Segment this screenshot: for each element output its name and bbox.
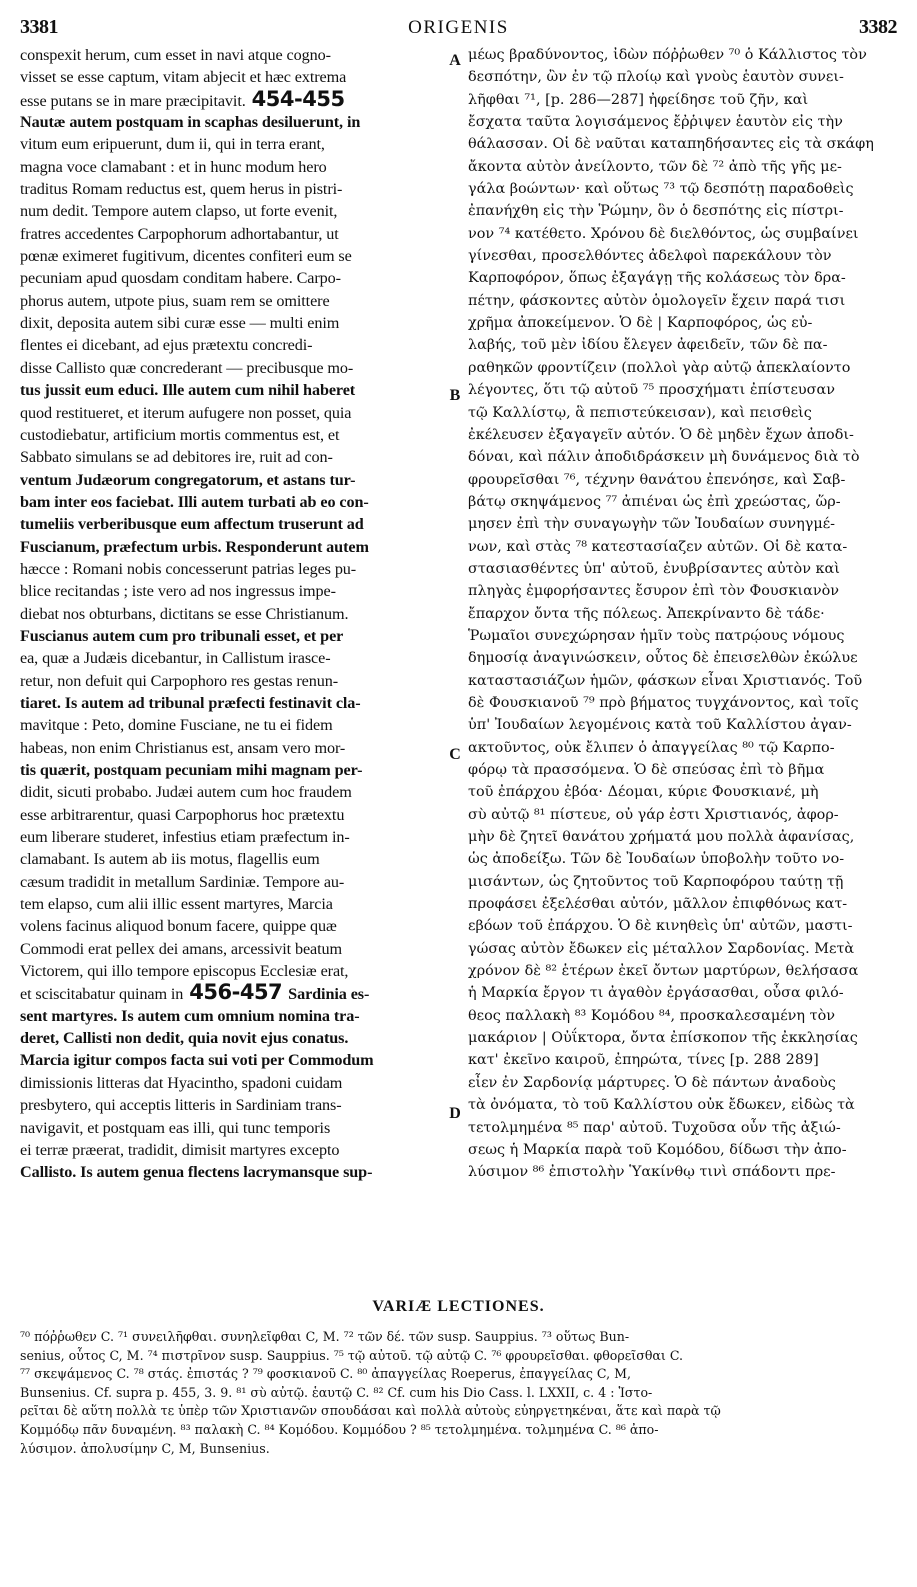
latin-text-line bbox=[20, 714, 442, 736]
greek-text-line bbox=[468, 133, 895, 155]
greek-text: μὴν δὲ ζητεῖ θανάτου χρήματά μου πολλὰ ἀφανίσας, bbox=[468, 829, 855, 846]
page-header bbox=[20, 16, 897, 40]
latin-text: pecuniam apud quosdam conditam habere. Carpo- bbox=[20, 269, 341, 288]
greek-text-line bbox=[468, 1117, 895, 1139]
latin-text: ei terræ præerat, tradidit, dimisit martyres excepto bbox=[20, 1140, 340, 1159]
greek-text-line bbox=[468, 334, 895, 356]
latin-text: tis quærit, postquam pecuniam mihi magnam per- bbox=[20, 761, 363, 779]
greek-text: λέγοντες, ὅτι τῷ αὐτοῦ ⁷⁵ προσχήματι ἐπίστευσαν bbox=[468, 382, 835, 399]
greek-text: ἡ Μαρκία ἔργον τι ἀγαθὸν ἐργάσασθαι, οὖσα φιλό- bbox=[468, 985, 844, 1002]
latin-text: conspexit herum, cum esset in navi atque cogno- bbox=[20, 46, 331, 64]
greek-text: λαβής, τοῦ μὲν ἰδίου ἔλεγεν ἀφειδεῖν, τῶν δὲ πα- bbox=[468, 337, 828, 354]
variant-reading-line: senius, οὗτος C, M. ⁷⁴ πιστρῖνον susp. Sauppius. ⁷⁵ τῷ αὐτοῦ. τῷ αὐτῷ C. ⁷⁶ φρουρεῖσθαι. φθορεῖσθαι C. bbox=[20, 1347, 684, 1363]
greek-text: Ῥωμαῖοι συνεχώρησαν ἡμῖν τοὺς πατρῴους νόμους bbox=[468, 627, 845, 644]
greek-text-line bbox=[468, 245, 895, 267]
greek-text-line bbox=[468, 670, 895, 692]
greek-text: τετολμημένα ⁸⁵ παρ' αὐτοῦ. Τυχοῦσα οὖν τῆς ἀξιώ- bbox=[468, 1119, 841, 1136]
variant-reading-line: Bunsenius. Cf. supra p. 455, 3. 9. ⁸¹ σὺ αὐτῷ. ἑαυτῷ C. ⁸² Cf. cum his Dio Cass. l. LXXII, c. 4 : Ἱστο- bbox=[20, 1384, 653, 1400]
latin-text: presbytero, qui acceptis litteris in Sardiniam trans- bbox=[20, 1096, 342, 1115]
latin-text: ventum Judæorum congregatorum, et astans tur- bbox=[20, 470, 356, 489]
variant-reading-line: Κομμόδῳ πᾶν δυναμένη. ⁸³ παλακὴ C. ⁸⁴ Κομόδου. Κομμόδου ? ⁸⁵ τετολμημένα. τολμημένα C. ⁸⁶ ἀπο- bbox=[20, 1421, 659, 1437]
greek-text: ὡς ἀποδείξω. Τῶν δὲ Ἰουδαίων ὑποβολὴν τοῦτο νο- bbox=[468, 851, 845, 868]
greek-text: δεσπότην, ὢν ἐν τῷ πλοίῳ καὶ γνοὺς ἑαυτὸν συνει- bbox=[468, 69, 844, 86]
latin-text: esse putans se in mare præcipitavit. bbox=[20, 91, 246, 110]
greek-text: θάλασσαν. Οἱ δὲ ναῦται καταπηδήσαντες εἰς τὰ σκάφη bbox=[468, 136, 874, 153]
greek-text-line bbox=[468, 424, 895, 446]
latin-text-line bbox=[20, 44, 442, 66]
latin-text: bam inter eos faciebat. Illi autem turbati ab eo con- bbox=[20, 492, 369, 511]
greek-text: βάτῳ σκηψάμενος ⁷⁷ ἀπιέναι ὡς ἐπὶ χρεώστας, ὥρ- bbox=[468, 493, 841, 510]
latin-text: diebat nos obturbans, dictitans se esse Christianum. bbox=[20, 604, 349, 623]
latin-text: ea, quæ a Judæis dicebantur, in Callistum irasce- bbox=[20, 649, 331, 668]
latin-text-line bbox=[20, 446, 442, 468]
greek-text-line bbox=[468, 893, 895, 915]
greek-text-line bbox=[468, 402, 895, 424]
greek-text: δημοσίᾳ ἀναγινώσκειν, οὗτος δὲ ἐπεισελθὼν ἐκώλυε bbox=[468, 650, 858, 667]
latin-text-line bbox=[20, 379, 442, 401]
latin-text: Marcia igitur compos facta sui voti per Commodum bbox=[20, 1051, 374, 1070]
greek-text-line bbox=[468, 603, 895, 625]
latin-text: volens facinus aliquod bonum facere, quippe quæ bbox=[20, 917, 337, 936]
greek-text-line bbox=[468, 714, 895, 736]
greek-text-line bbox=[468, 290, 895, 312]
greek-text-line bbox=[468, 1005, 895, 1027]
latin-text: Fuscianum, præfectum urbis. Responderunt autem bbox=[20, 537, 369, 556]
greek-text-line bbox=[468, 580, 895, 602]
greek-text: χρόνον δὲ ⁸² ἑτέρων ἐκεῖ ὄντων μαρτύρων, θελήσασα bbox=[468, 963, 859, 980]
greek-text-line bbox=[468, 692, 895, 714]
greek-text: μισάντων, ὡς ζητοῦντος τοῦ Καρποφόρου ταύτῃ τῇ bbox=[468, 873, 844, 890]
greek-text: ἄκοντα αὐτὸν ἀνείλοντο, τῶν δὲ ⁷² ἀπὸ τῆς γῆς με- bbox=[468, 158, 842, 175]
greek-text: τὰ ὀνόματα, τὸ τοῦ Καλλίστου οὐκ ἔδωκεν, εἰδὼς τὰ bbox=[468, 1097, 855, 1114]
latin-text-line bbox=[20, 513, 442, 535]
variae-lectiones-notes bbox=[20, 1328, 895, 1458]
greek-text: γώσας αὐτὸν ἔδωκεν εἰς μέταλλον Σαρδονίας. Μετὰ bbox=[468, 940, 855, 957]
latin-text: tumeliis verberibusque eum affectum truserunt ad bbox=[20, 515, 364, 534]
latin-text: magna voce clamabant : et in hunc modum hero bbox=[20, 157, 327, 176]
greek-text: φρουρεῖσθαι ⁷⁶, τέχνην θανάτου ἐπενόησε, καὶ Σαβ- bbox=[468, 471, 846, 488]
greek-text-line bbox=[468, 1161, 895, 1183]
greek-text-line bbox=[468, 178, 895, 200]
latin-text-line bbox=[20, 133, 442, 155]
greek-text: δόναι, καὶ πάλιν ἀποδιδράσκειν μὴ δυνάμενος διὰ τὸ bbox=[468, 449, 860, 466]
latin-text-line bbox=[20, 1094, 442, 1116]
latin-text: Sardinia es- bbox=[288, 985, 370, 1004]
latin-text: Commodi erat pellex dei amans, arcessivit beatum bbox=[20, 939, 343, 958]
latin-text: blice recitandas ; iste vero ad nos ingressus impe- bbox=[20, 582, 336, 601]
latin-text: flentes ei dicebant, ad ejus prætextu concredi- bbox=[20, 336, 313, 355]
greek-text-line bbox=[468, 156, 895, 178]
margin-letter-a: A bbox=[449, 52, 461, 69]
greek-text-line bbox=[468, 379, 895, 401]
latin-text: retur, non defuit qui Carpophoro res gestas renun- bbox=[20, 671, 339, 690]
latin-text: esse arbitrarentur, quasi Carpophorus hoc prætextu bbox=[20, 805, 345, 824]
greek-text-line bbox=[468, 1027, 895, 1049]
latin-text: custodiebatur, artificium mortis commentus est, et bbox=[20, 425, 340, 444]
greek-text-line bbox=[468, 89, 895, 111]
latin-text-line bbox=[20, 848, 442, 870]
latin-text: dixit, deposita autem sibi curæ esse — multi enim bbox=[20, 314, 340, 333]
greek-text-line bbox=[468, 312, 895, 334]
latin-text: navigavit, et postquam eas illi, qui tunc temporis bbox=[20, 1118, 331, 1137]
greek-text: νον ⁷⁴ κατέθετο. Χρόνου δὲ διελθόντος, ὡς συμβαίνει bbox=[468, 225, 859, 242]
greek-text-line bbox=[468, 267, 895, 289]
greek-text-line bbox=[468, 938, 895, 960]
latin-text: Victorem, qui illo tempore episcopus Ecclesiæ erat, bbox=[20, 962, 349, 981]
greek-text: θεος παλλακὴ ⁸³ Κομόδου ⁸⁴, προσκαλεσαμένη τὸν bbox=[468, 1007, 835, 1024]
latin-text-line bbox=[20, 536, 442, 558]
latin-text-line bbox=[20, 290, 442, 312]
greek-text: ἐκέλευσεν ἐξαγαγεῖν αὐτόν. Ὁ δὲ μηδὲν ἔχων ἀποδι- bbox=[468, 426, 854, 443]
latin-text: pœnæ eximeret fugitivum, dicentes confiteri eum se bbox=[20, 247, 352, 266]
greek-text-line bbox=[468, 960, 895, 982]
latin-text-line bbox=[20, 357, 442, 379]
greek-text: τῷ Καλλίστῳ, ἃ πεπιστεύκεισαν), καὶ πεισθεὶς bbox=[468, 404, 812, 421]
greek-text-line bbox=[468, 781, 895, 803]
latin-text-line bbox=[20, 871, 442, 893]
latin-text: traditus Romam reductus est, quem herus in pistri- bbox=[20, 180, 343, 199]
greek-text: πληγὰς ἐμφορήσαντες ἔσυρον ἐπὶ τὸν Φουσκιανὸν bbox=[468, 583, 840, 600]
greek-text-line bbox=[468, 446, 895, 468]
variae-lectiones-title: VARIÆ LECTIONES. bbox=[372, 1298, 545, 1315]
latin-text-line bbox=[20, 558, 442, 580]
latin-text-line bbox=[20, 156, 442, 178]
latin-text-line bbox=[20, 334, 442, 356]
greek-text: σεως ἡ Μαρκία παρὰ τοῦ Κομόδου, δίδωσι τὴν ἀπο- bbox=[468, 1141, 847, 1158]
greek-text-line bbox=[468, 1094, 895, 1116]
greek-text-line bbox=[468, 558, 895, 580]
greek-text-line bbox=[468, 804, 895, 826]
latin-text: tiaret. Is autem ad tribunal præfecti festinavit cla- bbox=[20, 693, 361, 712]
greek-text-line bbox=[468, 737, 895, 759]
greek-text: φόρῳ τὰ πρασσόμενα. Ὁ δὲ σπεύσας ἐπὶ τὸ βῆμα bbox=[468, 762, 825, 778]
page-number-left: 3381 bbox=[20, 16, 58, 38]
greek-text: ὑπ' Ἰουδαίων λεγομένοις κατὰ τοῦ Καλλίστου ἀγαν- bbox=[468, 717, 852, 734]
greek-text-line bbox=[468, 200, 895, 222]
latin-text: et sciscitabatur quinam in bbox=[20, 985, 184, 1004]
latin-text-line bbox=[20, 781, 442, 803]
greek-text-line bbox=[468, 826, 895, 848]
latin-text-line bbox=[20, 178, 442, 200]
latin-text-line bbox=[20, 1005, 442, 1027]
greek-text: μέως βραδύνοντος, ἰδὼν πόῤῥωθεν ⁷⁰ ὁ Κάλλιστος τὸν bbox=[468, 47, 867, 63]
running-title: ORIGENIS bbox=[408, 17, 509, 38]
latin-text: visset se esse captum, vitam abjecit et hæc extrema bbox=[20, 68, 347, 87]
greek-text: εἶεν ἐν Σαρδονίᾳ μάρτυρες. Ὁ δὲ πάντων ἀναδοὺς bbox=[468, 1074, 836, 1091]
latin-text: num dedit. Tempore autem clapso, ut forte evenit, bbox=[20, 202, 338, 221]
greek-text-line bbox=[468, 1049, 895, 1071]
greek-text: προφάσει ἐξελέσθαι αὐτόν, μᾶλλον ἐπιφθόνως κατ- bbox=[468, 896, 848, 913]
greek-text-line bbox=[468, 915, 895, 937]
latin-text: phorus autem, utpote pius, suam rem se omittere bbox=[20, 291, 330, 310]
greek-text: ακτοῦντος, οὐκ ἔλιπεν ὁ ἀπαγγείλας ⁸⁰ τῷ Καρπο- bbox=[468, 739, 835, 756]
greek-text: σὺ αὐτῷ ⁸¹ πίστευε, οὐ γάρ ἐστι Χριστιανός, ἀφορ- bbox=[468, 806, 839, 823]
latin-text: eum liberare studeret, infestius etiam præfectum in- bbox=[20, 828, 350, 847]
latin-text-line bbox=[20, 580, 442, 602]
greek-text-line bbox=[468, 513, 895, 535]
greek-text-line bbox=[468, 357, 895, 379]
column-number-marker: 454-455 bbox=[251, 88, 345, 111]
greek-text: ἔσχατα ταῦτα λογισάμενος ἔῤῥιψεν ἑαυτὸν εἰς τὴν bbox=[468, 114, 843, 131]
latin-text-line bbox=[20, 469, 442, 491]
greek-text: εβόων τοῦ ἐπάρχου. Ὁ δὲ κινηθεὶς ὑπ' αὐτῶν, μαστι- bbox=[468, 918, 853, 935]
greek-text: χρῆμα ἀποκείμενον. Ὁ δὲ | Καρποφόρος, ὡς εὐ- bbox=[468, 315, 813, 332]
latin-text-line bbox=[20, 647, 442, 669]
latin-text-line bbox=[20, 1072, 442, 1094]
latin-text: Sabbato simulans se ad debitores ire, ruit ad con- bbox=[20, 448, 333, 467]
greek-text: γάλα βοώντων· καὶ οὕτως ⁷³ τῷ δεσπότῃ παραδοθεὶς bbox=[468, 181, 854, 198]
latin-text: quod restitueret, et iterum aufugere non posset, quia bbox=[20, 403, 352, 422]
latin-text-line bbox=[20, 826, 442, 848]
margin-letter-c: C bbox=[449, 746, 461, 763]
latin-text: mavitque : Peto, domine Fusciane, ne tu ei fidem bbox=[20, 716, 333, 735]
latin-text: habeas, non enim Christianus est, ansam vero mor- bbox=[20, 738, 346, 757]
latin-text: cæsum tradidit in metallum Sardiniæ. Tempore au- bbox=[20, 872, 345, 891]
greek-text-line bbox=[468, 536, 895, 558]
latin-text: disse Callisto quæ concrederant — precibusque mo- bbox=[20, 358, 354, 377]
greek-text-line bbox=[468, 1072, 895, 1094]
page-number-right: 3382 bbox=[859, 16, 897, 38]
latin-text-line bbox=[20, 893, 442, 915]
latin-text-line bbox=[20, 670, 442, 692]
greek-text-line bbox=[468, 1139, 895, 1161]
latin-text-line bbox=[20, 66, 442, 88]
greek-text: τοῦ ἐπάρχου ἐβόα· Δέομαι, κύριε Φουσκιανέ, μὴ bbox=[468, 784, 819, 801]
greek-text-line bbox=[468, 871, 895, 893]
greek-text: ραθηκῶν φροντίζειν (πολλοὶ γὰρ αὐτῷ ἀπεκλαίοντο bbox=[468, 359, 851, 376]
latin-text: dimissionis litteras dat Hyacintho, spadoni cuidam bbox=[20, 1073, 343, 1092]
greek-text-line bbox=[468, 848, 895, 870]
latin-text-line bbox=[20, 737, 442, 759]
greek-text: στασιασθέντες ὑπ' αὐτοῦ, ἐνυβρίσαντες αὐτὸν καὶ bbox=[468, 560, 840, 577]
variant-reading-line: ⁷⁰ πόῤῥωθεν C. ⁷¹ συνειλῆφθαι. συνηλεῖφθαι C, M. ⁷² τῶν δέ. τῶν susp. Sauppius. ⁷³ οὕτως Bun- bbox=[20, 1329, 630, 1344]
latin-text-line bbox=[20, 804, 442, 826]
latin-text-line bbox=[20, 1117, 442, 1139]
greek-text: νων, καὶ στὰς ⁷⁸ κατεστασίαζεν αὐτῶν. Οἱ δὲ κατα- bbox=[468, 538, 848, 555]
latin-text-line bbox=[20, 424, 442, 446]
latin-text: didit, sicuti probabo. Judæi autem cum hoc fraudem bbox=[20, 783, 352, 802]
greek-text: γίνεσθαι, προσελθόντες ἀδελφοὶ παρεκάλουν τὸν bbox=[468, 248, 832, 265]
latin-text-line bbox=[20, 402, 442, 424]
greek-text-line bbox=[468, 647, 895, 669]
latin-text-line bbox=[20, 759, 442, 781]
latin-text-line bbox=[20, 938, 442, 960]
latin-text: tem elapso, cum alii illic essent martyres, Marcia bbox=[20, 895, 333, 914]
greek-text: λῆφθαι ⁷¹, [p. 286—287] ἠφείδησε τοῦ ζῆν, καὶ bbox=[468, 91, 809, 108]
latin-text-line bbox=[20, 625, 442, 647]
greek-text-line bbox=[468, 66, 895, 88]
greek-text: ἔπαρχον ὄντα τῆς πόλεως. Ἀπεκρίναντο δὲ τάδε· bbox=[468, 605, 825, 622]
latin-text: sent martyres. Is autem cum omnium nomina tra- bbox=[20, 1006, 360, 1025]
variant-reading-line: ρεῖται δὲ αὕτη πολλὰ τε ὑπὲρ τῶν Χριστιανῶν σπουδάσαι καὶ πολλὰ αὐτοὺς εὐηργετηκέναι, ἅτε καὶ παρὰ τῷ bbox=[20, 1403, 721, 1419]
latin-text: clamabant. Is autem ab iis motus, flagellis eum bbox=[20, 850, 320, 869]
greek-text: ἐπανήχθη εἰς τὴν Ῥώμην, ὃν ὁ δεσπότης εἰς πίστρι- bbox=[468, 203, 844, 220]
latin-text: Fuscianus autem cum pro tribunali esset, et per bbox=[20, 626, 344, 645]
greek-text-line bbox=[468, 491, 895, 513]
latin-text-line bbox=[20, 267, 442, 289]
margin-letter-d: D bbox=[449, 1105, 461, 1122]
latin-text-line bbox=[20, 982, 442, 1004]
greek-text: Καρποφόρον, ὅπως ἐξαγάγῃ τῆς κολάσεως τὸν δρα- bbox=[468, 270, 846, 287]
latin-text-line bbox=[20, 1161, 442, 1183]
margin-letter-b: B bbox=[449, 387, 461, 404]
greek-text-line bbox=[468, 111, 895, 133]
greek-text-line bbox=[468, 469, 895, 491]
variant-reading-line: ⁷⁷ σκεψάμενος C. ⁷⁸ στάς. ἐπιστάς ? ⁷⁹ φοσκιανοῦ C. ⁸⁰ ἀπαγγείλας Roeperus, ἐπαγγείλας C, M, bbox=[20, 1366, 632, 1382]
latin-text-line bbox=[20, 1139, 442, 1161]
greek-text: καταστασιάζων ἡμῶν, φάσκων εἶναι Χριστιανός. Τοῦ bbox=[468, 672, 863, 689]
greek-text: μησεν ἐπὶ τὴν συναγωγὴν τῶν Ἰουδαίων συνηγμέ- bbox=[468, 516, 836, 533]
greek-text-line bbox=[468, 44, 895, 66]
latin-text-line bbox=[20, 312, 442, 334]
latin-text-line bbox=[20, 1049, 442, 1071]
latin-text: vitum eum eripuerunt, dum ii, qui in terra erant, bbox=[20, 135, 325, 154]
greek-text-column bbox=[468, 44, 895, 1184]
latin-text: tus jussit eum educi. Ille autem cum nihil haberet bbox=[20, 381, 356, 400]
latin-text-line bbox=[20, 603, 442, 625]
latin-text-line bbox=[20, 89, 442, 111]
variant-reading-line: λύσιμον. ἀπολυσίμην C, M, Bunsenius. bbox=[20, 1440, 270, 1456]
latin-text: Nautæ autem postquam in scaphas desiluerunt, in bbox=[20, 113, 361, 132]
latin-text: deret, Callisti non dedit, quia novit ejus conatus. bbox=[20, 1029, 349, 1048]
greek-text: πέτην, φάσκοντες αὐτὸν ὁμολογεῖν ἔχειν παρά τισι bbox=[468, 292, 846, 309]
greek-text: κατ' ἐκεῖνο καιροῦ, ἐπηρώτα, τίνες [p. 288 289] bbox=[468, 1052, 819, 1069]
column-number-marker: 456-457 bbox=[189, 982, 283, 1005]
latin-text: Callisto. Is autem genua flectens lacrymansque sup- bbox=[20, 1163, 373, 1182]
greek-text-line bbox=[468, 759, 895, 781]
latin-text-line bbox=[20, 200, 442, 222]
greek-text-line bbox=[468, 625, 895, 647]
latin-text: fratres accedentes Carpophorum adhortabantur, ut bbox=[20, 224, 339, 243]
latin-text-line bbox=[20, 245, 442, 267]
greek-text: δὲ Φουσκιανοῦ ⁷⁹ πρὸ βήματος τυγχάνοντος, καὶ τοῖς bbox=[468, 694, 859, 711]
greek-text: λύσιμον ⁸⁶ ἐπιστολὴν Ὑακίνθῳ τινὶ σπάδοντι πρε- bbox=[468, 1164, 836, 1181]
greek-text-line bbox=[468, 982, 895, 1004]
latin-text-line bbox=[20, 111, 442, 133]
latin-text-line bbox=[20, 960, 442, 982]
latin-text: hæcce : Romani nobis concesserunt patrias leges pu- bbox=[20, 559, 357, 578]
latin-text-line bbox=[20, 1027, 442, 1049]
latin-text-line bbox=[20, 692, 442, 714]
latin-text-line bbox=[20, 223, 442, 245]
latin-text-line bbox=[20, 915, 442, 937]
greek-text-line bbox=[468, 223, 895, 245]
latin-text-line bbox=[20, 491, 442, 513]
greek-text: μακάριον | Οὐΐκτορα, ὄντα ἐπίσκοπον τῆς ἐκκλησίας bbox=[468, 1030, 858, 1047]
latin-text-column bbox=[20, 44, 442, 1184]
